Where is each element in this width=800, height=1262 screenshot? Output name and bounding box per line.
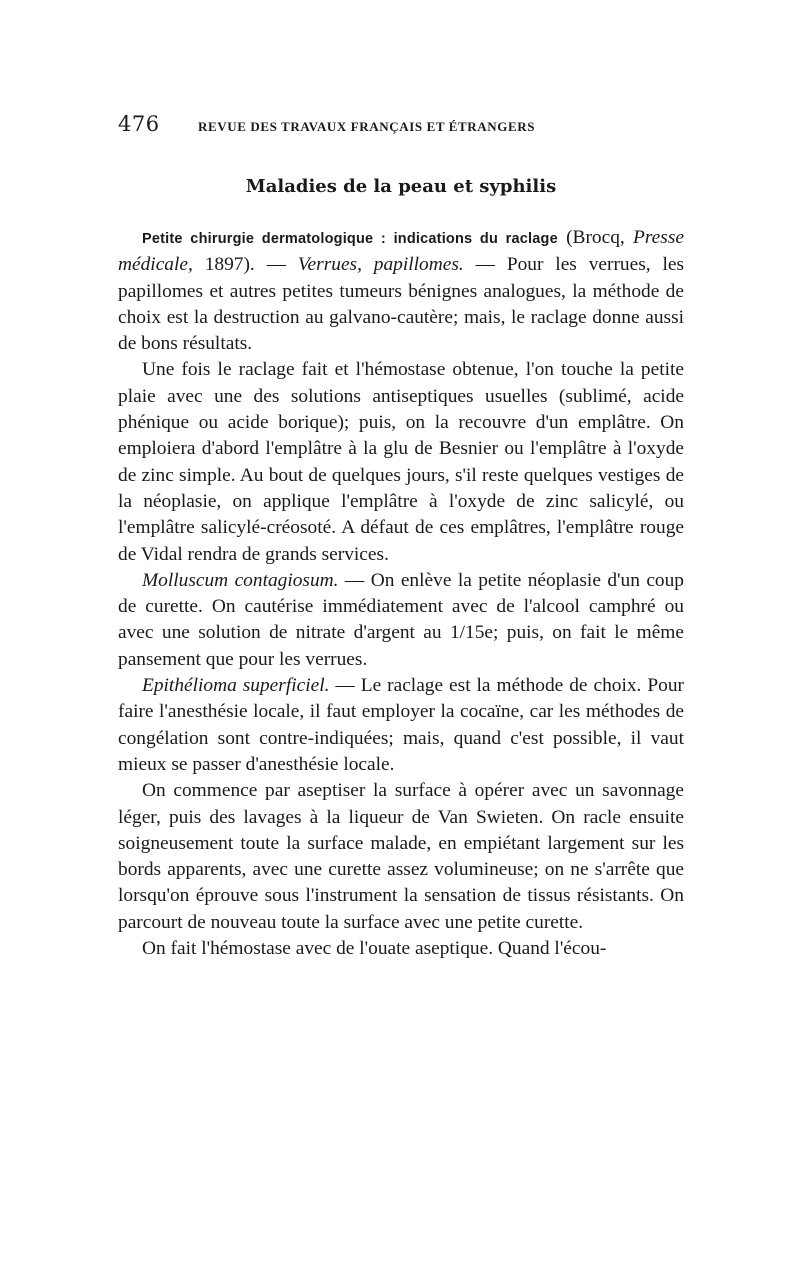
epithelioma-text: — Le raclage est la méthode de choix. Pour faire l'anesthésie locale, il faut employer la cocaïne, car les méthodes de congélation sont contre-indiquées; mais, quand c'est possible, il vaut mieux se passer d'anesthésie locale.: [118, 675, 684, 775]
paragraph-hemostasis: On fait l'hémostase avec de l'ouate aseptique. Quand l'écou-: [142, 938, 607, 960]
section-title: Maladies de la peau et syphilis: [245, 176, 557, 197]
molluscum-title: Molluscum contagiosum.: [142, 569, 339, 591]
page-number: 476: [118, 112, 160, 136]
paragraph-intro-text: — Pour les verrues, les papillomes et autres petites tumeurs bénignes analogues, la méthode de choix est la destruction au galvano-cautère; mais, le raclage donne aussi de bons résultats.: [118, 254, 684, 355]
article-heading: Petite chirurgie dermatologique : indications du raclage: [142, 231, 558, 247]
topic-verrues: Verrues, papillomes.: [297, 254, 464, 276]
paragraph-epithelioma: [118, 673, 684, 778]
paragraph-treatment: Une fois le raclage fait et l'hémostase obtenue, l'on touche la petite plaie avec une des solutions antiseptiques usuelles (sublimé, acide phénique ou acide borique); puis, on la recouvre d'un emplâtre. On emploiera d'abord l'emplâtre à la glu de Besnier ou l'emplâtre à l'oxyde de zinc simple. Au bout de quelques jours, s'il reste quelques vestiges de la néoplasie, on applique l'emplâtre à l'oxyde de zinc salicylé, ou l'emplâtre salicylé-créosoté. A défaut de ces emplâtres, l'emplâtre rouge de Vidal rendra de grands services.: [118, 359, 684, 565]
paragraph-intro: [118, 225, 684, 357]
running-head: [118, 112, 684, 142]
source-open: (Brocq,: [557, 227, 634, 248]
journal-title: REVUE DES TRAVAUX FRANÇAIS ET ÉTRANGERS: [198, 119, 536, 134]
epithelioma-title: Epithélioma superficiel.: [142, 675, 330, 697]
source-close: 1897). —: [192, 254, 298, 276]
source-journal: Presse médicale,: [118, 227, 684, 276]
molluscum-text: — On enlève la petite néoplasie d'un coup de curette. On cautérise immédiatement avec de l'alcool camphré ou avec une solution de nitrate d'argent au 1/15e; puis, on fait le même pansement que pour les verrues.: [118, 569, 685, 670]
paragraph-procedure: On commence par aseptiser la surface à opérer avec un savonnage léger, puis des lavages à la liqueur de Van Swieten. On racle ensuite soigneusement toute la surface malade, en empiétant largement sur les bords apparents, avec une curette assez volumineuse; on ne s'arrête que lorsqu'on éprouve sous l'instrument la sensation de tissus résistants. On parcourt de nouveau toute la surface avec une petite curette.: [118, 780, 684, 933]
paragraph-molluscum: [118, 568, 684, 673]
document-page: [118, 112, 684, 962]
